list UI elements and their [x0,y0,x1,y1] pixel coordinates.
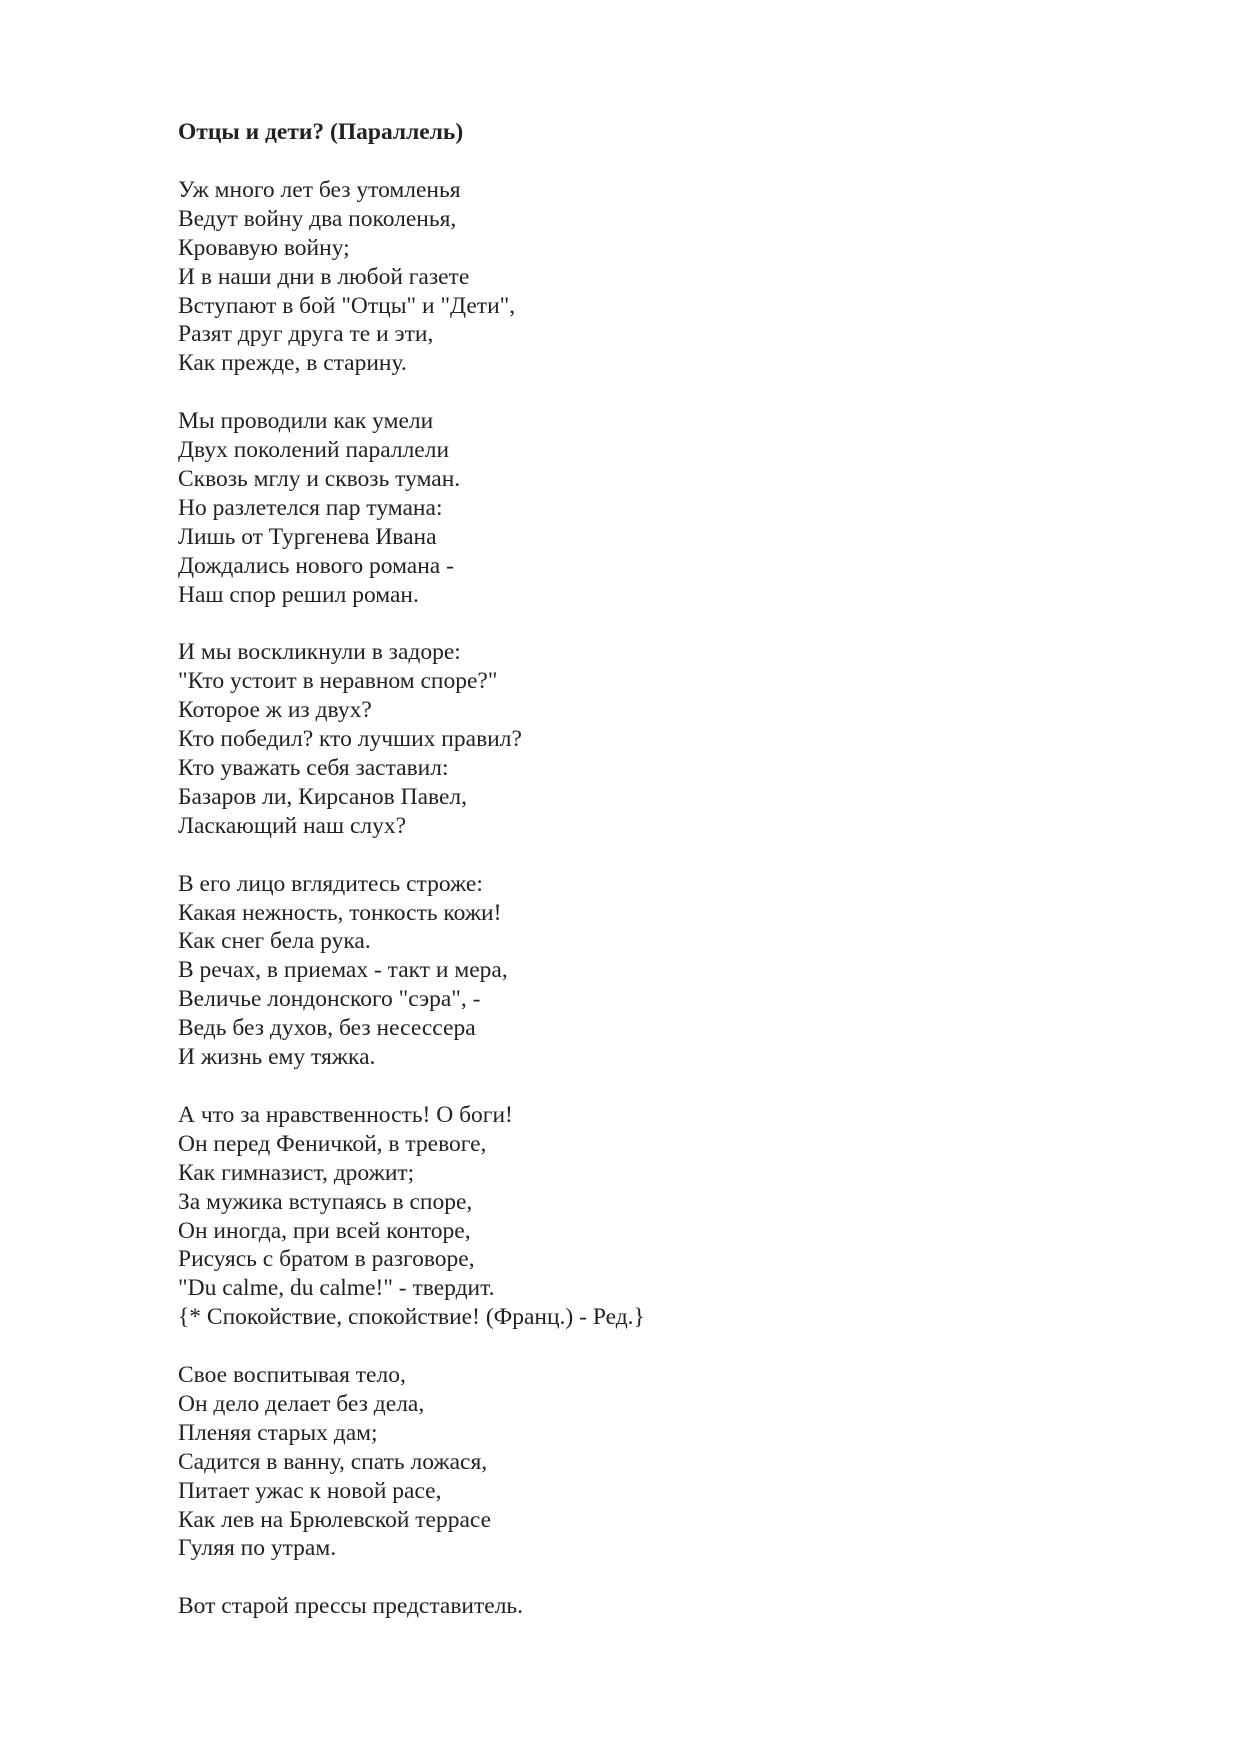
poem-line: Какая нежность, тонкость кожи! [178,899,502,926]
poem-line: Вот старой прессы представитель. [178,1593,524,1620]
poem-line: Величье лондонского "сэра", - [178,986,481,1013]
poem-line: И в наши дни в любой газете [178,263,470,290]
poem-line: А что за нравственность! О боги! [178,1101,513,1128]
poem-line: Кто уважать себя заставил: [178,755,449,782]
poem-line: Двух поколений параллели [178,437,450,464]
poem-line: Наш спор решил роман. [178,581,419,608]
poem-line: Но разлетелся пар тумана: [178,494,443,521]
poem-line: Дождались нового романа - [178,552,454,579]
poem-line: В речах, в приемах - такт и мера, [178,957,508,984]
poem-line: Рисуясь с братом в разговоре, [178,1246,475,1273]
stanza-1 [178,176,1078,378]
poem-line: Как гимназист, дрожит; [178,1159,415,1186]
poem-line: Разят друг друга те и эти, [178,321,434,348]
poem-line: Пленяя старых дам; [178,1419,378,1446]
poem [178,118,1078,1621]
poem-title: Отцы и дети? (Параллель) [178,119,464,145]
poem-line: Мы проводили как умели [178,408,434,435]
poem-line: За мужика вступаясь в споре, [178,1188,473,1215]
poem-line: И мы воскликнули в задоре: [178,639,461,666]
poem-line: Он иногда, при всей конторе, [178,1217,471,1244]
poem-line: Лишь от Тургенева Ивана [178,523,437,550]
poem-line: Базаров ли, Кирсанов Павел, [178,783,467,810]
poem-line: Садится в ванну, спать ложася, [178,1448,488,1475]
poem-line: "Кто устоит в неравном споре?" [178,668,498,695]
poem-line: Он перед Феничкой, в тревоге, [178,1130,487,1157]
poem-line: Ведут войну два поколенья, [178,205,457,232]
poem-line: Вступают в бой "Отцы" и "Дети", [178,292,516,319]
poem-line: Сквозь мглу и сквозь туман. [178,466,461,493]
poem-line: Гуляя по утрам. [178,1535,337,1562]
editor-footnote: {* Спокойствие, спокойствие! (Франц.) - Ред.} [178,1304,645,1331]
poem-line: Кровавую войну; [178,234,350,261]
stanza-2 [178,407,1078,609]
stanza-4 [178,870,1078,1072]
poem-line: Свое воспитывая тело, [178,1362,406,1389]
poem-line: В его лицо вглядитесь строже: [178,870,483,897]
poem-line: Как лев на Брюлевской террасе [178,1506,492,1533]
poem-line: Ведь без духов, без несессера [178,1015,476,1042]
poem-line: Он дело делает без дела, [178,1390,425,1417]
poem-line: Которое ж из двух? [178,697,372,724]
stanza-3 [178,638,1078,840]
poem-line: Ласкающий наш слух? [178,812,407,839]
poem-line: Как прежде, в старину. [178,350,407,377]
stanza-6 [178,1361,1078,1563]
poem-line: Питает ужас к новой расе, [178,1477,442,1504]
poem-line: "Du calme, du calme!" - твердит. [178,1275,495,1302]
poem-line: И жизнь ему тяжка. [178,1044,376,1071]
stanza-5 [178,1101,1078,1332]
stanza-7 [178,1592,1078,1621]
poem-line: Кто победил? кто лучших правил? [178,726,522,753]
poem-line: Уж много лет без утомленья [178,177,461,203]
poem-line: Как снег бела рука. [178,928,371,955]
